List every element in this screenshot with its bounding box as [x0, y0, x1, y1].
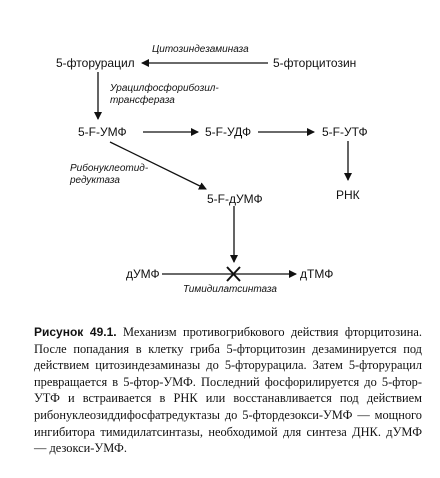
enzyme-rnr-line1: Рибонуклеотид-	[70, 163, 149, 174]
node-5-f-utp: 5-F-УТФ	[322, 125, 368, 139]
node-dtmp: дТМФ	[300, 267, 334, 281]
enzyme-uprt-line2: трансфераза	[110, 95, 175, 106]
node-dump: дУМФ	[126, 267, 160, 281]
enzyme-rnr-line2: редуктаза	[70, 175, 120, 186]
enzyme-cytosine-deaminase: Цитозиндезаминаза	[152, 44, 249, 55]
figure-caption	[34, 324, 422, 457]
node-5-fluorocytosine: 5-фторцитозин	[273, 56, 357, 70]
node-5-f-dump: 5-F-дУМФ	[207, 192, 263, 206]
node-5-fluorouracil: 5-фторурацил	[56, 56, 135, 70]
enzyme-uprt-line1: Урацилфосфорибозил-	[110, 83, 219, 94]
node-5-f-ump: 5-F-УМФ	[78, 125, 127, 139]
node-rna: РНК	[336, 188, 360, 202]
node-5-f-udp: 5-F-УДФ	[205, 125, 252, 139]
caption-label: Рисунок 49.1.	[34, 325, 117, 339]
caption-text: Механизм противогрибкового действия фторцитозина. После попадания в клетку гриба 5-фторцитозин дезаминируется под действием цитозиндезаминазы до 5-фторурацила. Затем 5-фторурацил превращается в 5-фтор-УМФ. Последний фосфорилируется до 5-фтор-УТФ и встраивается в РНК или восстанавливается под действием рибонуклеозиддифосфатредуктазы до 5-фтордезокси-УМФ — мощного ингибитора тимидилатсинтазы, необходимой для синтеза ДНК. дУМФ — дезокси-УМФ.	[34, 325, 422, 456]
enzyme-thymidylate-synthase: Тимидилатсинтаза	[183, 284, 277, 295]
